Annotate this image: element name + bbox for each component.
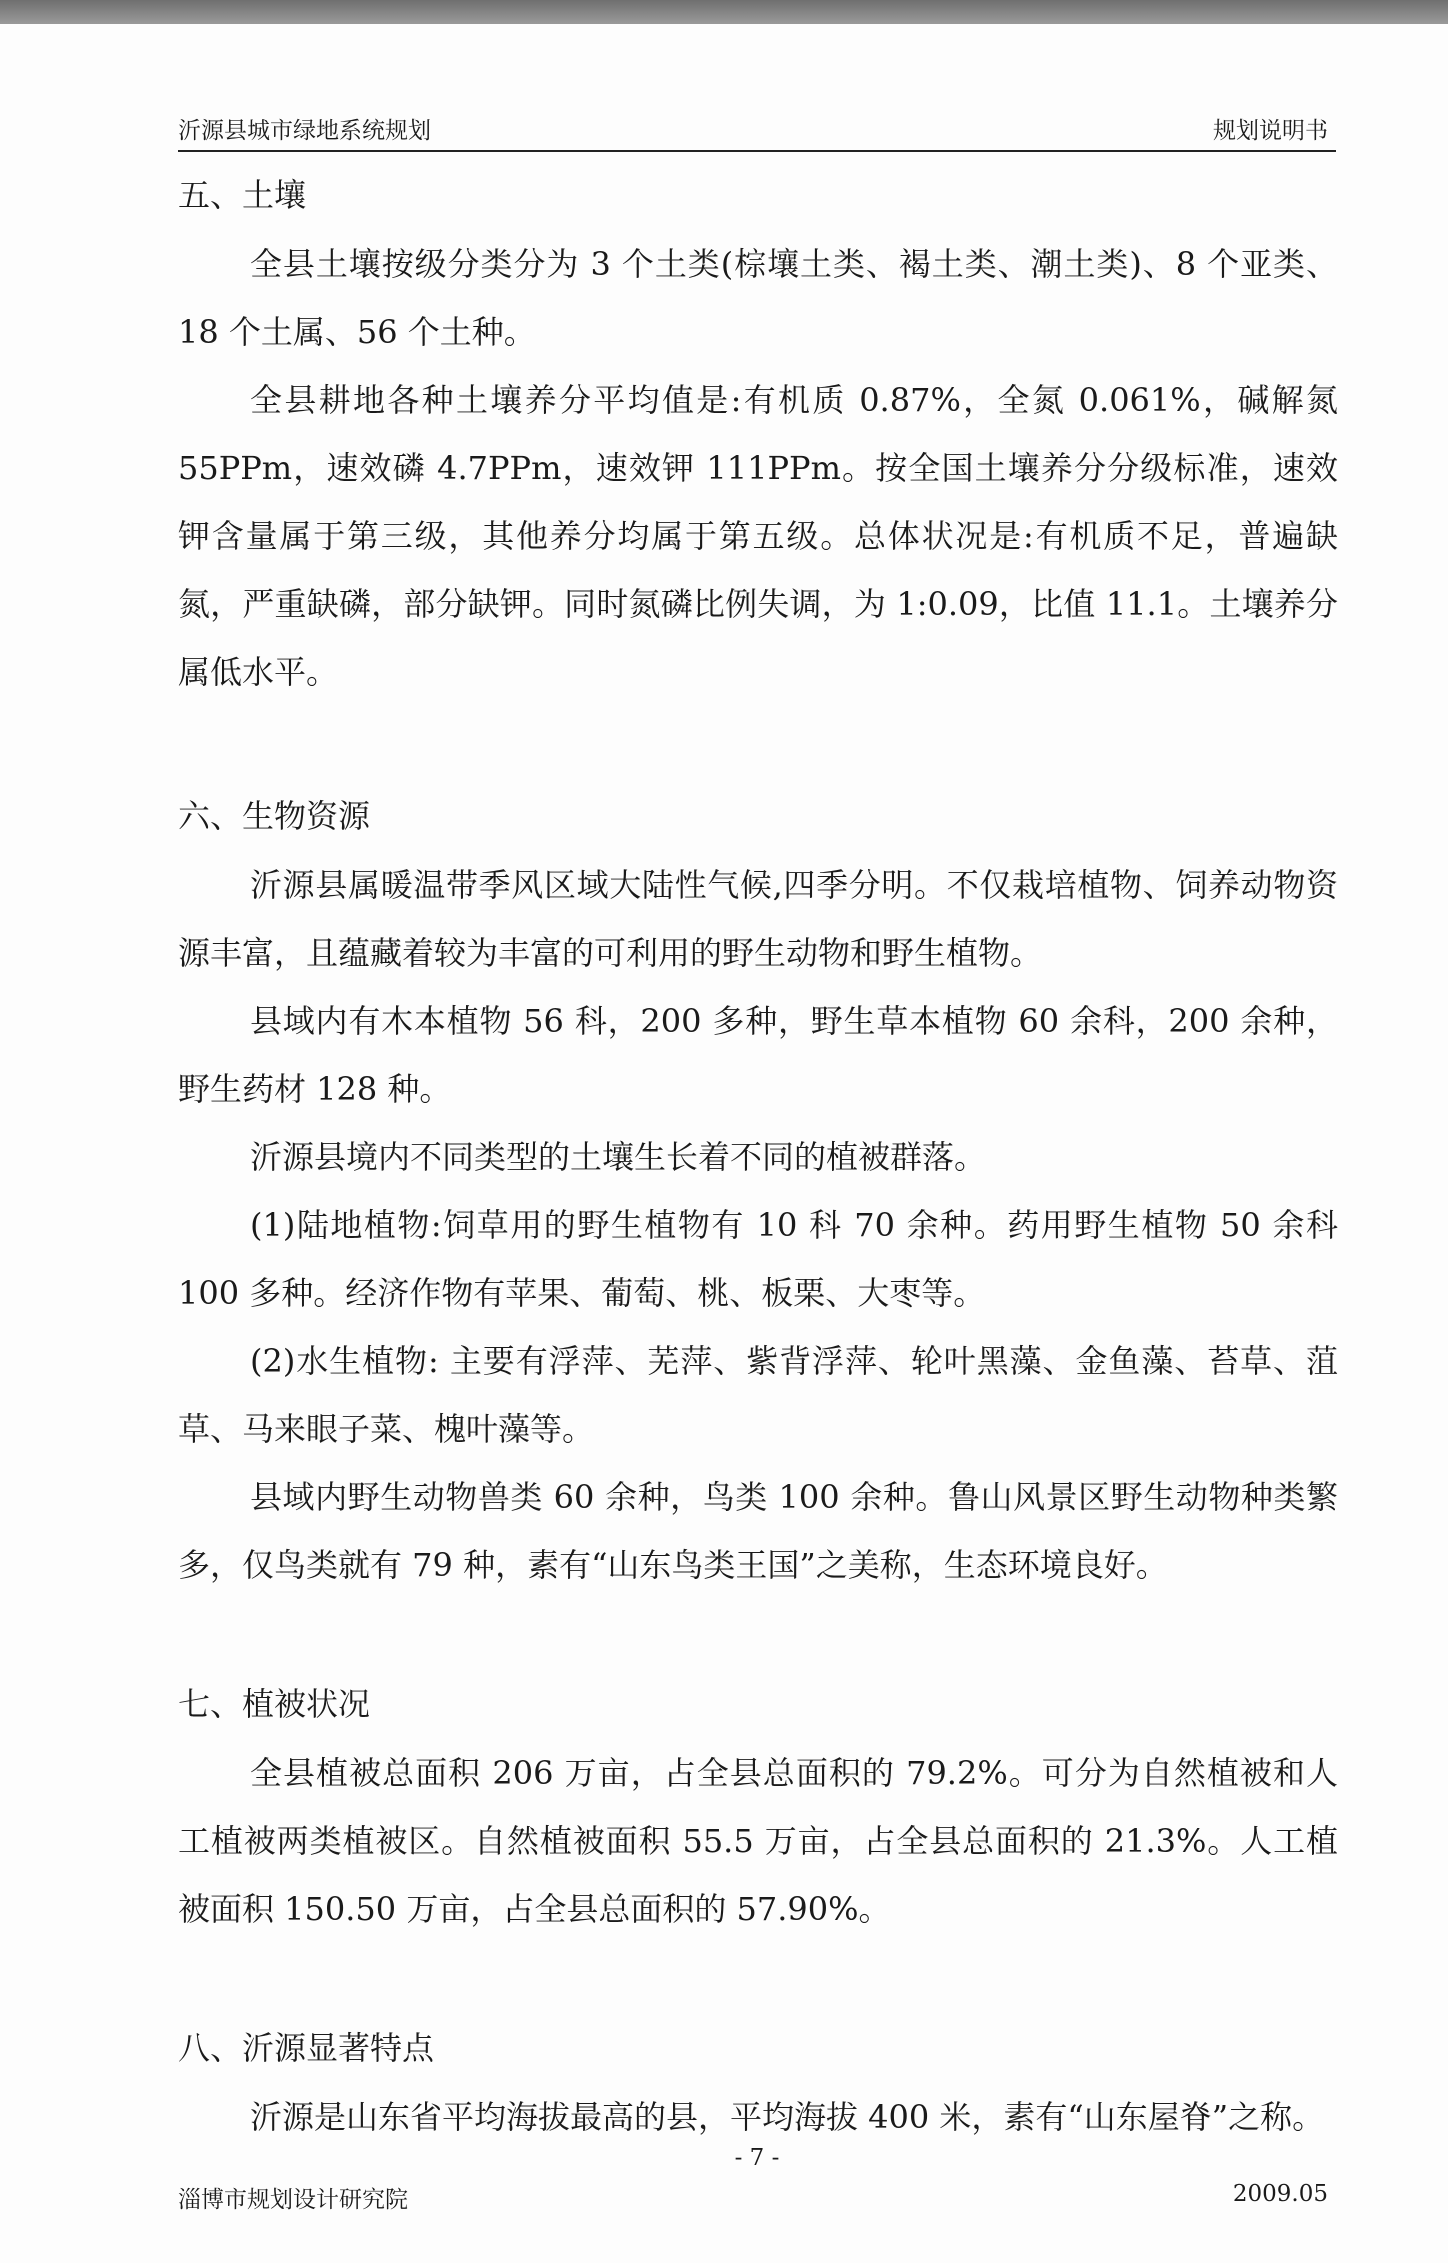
section-soil xyxy=(178,160,1338,706)
document-body xyxy=(178,160,1338,2151)
paragraph: 全县土壤按级分类分为 3 个土类(棕壤土类、褐土类、潮土类)、8 个亚类、18 个土属、56 个土种。 xyxy=(178,245,1338,351)
paragraph: 县域内有木本植物 56 科，200 多种，野生草本植物 60 余科，200 余种，野生药材 128 种。 xyxy=(178,1002,1338,1108)
paragraph: 全县耕地各种土壤养分平均值是:有机质 0.87%，全氮 0.061%，碱解氮 55PPm，速效磷 4.7PPm，速效钾 111PPm。按全国土壤养分分级标准，速效钾含量属于第三级，其他养分均属于第五级。总体状况是:有机质不足，普遍缺氮，严重缺磷，部分缺钾。同时氮磷比例失调，为 1:0.09，比值 11.1。土壤养分属低水平。 xyxy=(178,381,1338,691)
section-spacer xyxy=(178,1943,1338,2013)
page-footer xyxy=(178,2145,1336,2225)
section-title: 七、植被状况 xyxy=(178,1685,371,1723)
paragraph: (2)水生植物: 主要有浮萍、芜萍、紫背浮萍、轮叶黑藻、金鱼藻、苔草、菹草、马来眼子菜、槐叶藻等。 xyxy=(178,1342,1338,1448)
header-doc-title: 沂源县城市绿地系统规划 xyxy=(178,118,431,144)
page-number: - 7 - xyxy=(734,2145,780,2171)
footer-organization: 淄博市规划设计研究院 xyxy=(178,2187,408,2213)
paragraph: 沂源县境内不同类型的土壤生长着不同的植被群落。 xyxy=(250,1138,987,1176)
section-title: 五、土壤 xyxy=(178,176,307,214)
section-title: 八、沂源显著特点 xyxy=(178,2029,435,2067)
footer-date: 2009.05 xyxy=(1232,2181,1328,2207)
scan-edge-bar xyxy=(0,0,1448,24)
section-vegetation xyxy=(178,1669,1338,1943)
paragraph: (1)陆地植物:饲草用的野生植物有 10 科 70 余种。药用野生植物 50 余科 100 多种。经济作物有苹果、葡萄、桃、板栗、大枣等。 xyxy=(178,1206,1338,1312)
section-spacer xyxy=(178,1599,1338,1669)
section-features xyxy=(178,2013,1338,2151)
section-spacer xyxy=(178,706,1338,781)
header-doc-type: 规划说明书 xyxy=(1213,118,1328,144)
paragraph: 全县植被总面积 206 万亩，占全县总面积的 79.2%。可分为自然植被和人工植被两类植被区。自然植被面积 55.5 万亩，占全县总面积的 21.3%。人工植被面积 150.50 万亩，占全县总面积的 57.90%。 xyxy=(178,1754,1338,1928)
paragraph: 沂源是山东省平均海拔最高的县，平均海拔 400 米，素有“山东屋脊”之称。 xyxy=(250,2098,1325,2136)
paragraph: 沂源县属暖温带季风区域大陆性气候,四季分明。不仅栽培植物、饲养动物资源丰富，且蕴藏着较为丰富的可利用的野生动物和野生植物。 xyxy=(178,866,1338,972)
section-biological-resources xyxy=(178,781,1338,1599)
section-title: 六、生物资源 xyxy=(178,797,371,835)
paragraph: 县域内野生动物兽类 60 余种，鸟类 100 余种。鲁山风景区野生动物种类繁多，仅鸟类就有 79 种，素有“山东鸟类王国”之美称，生态环境良好。 xyxy=(178,1478,1338,1584)
page-header xyxy=(178,110,1336,152)
